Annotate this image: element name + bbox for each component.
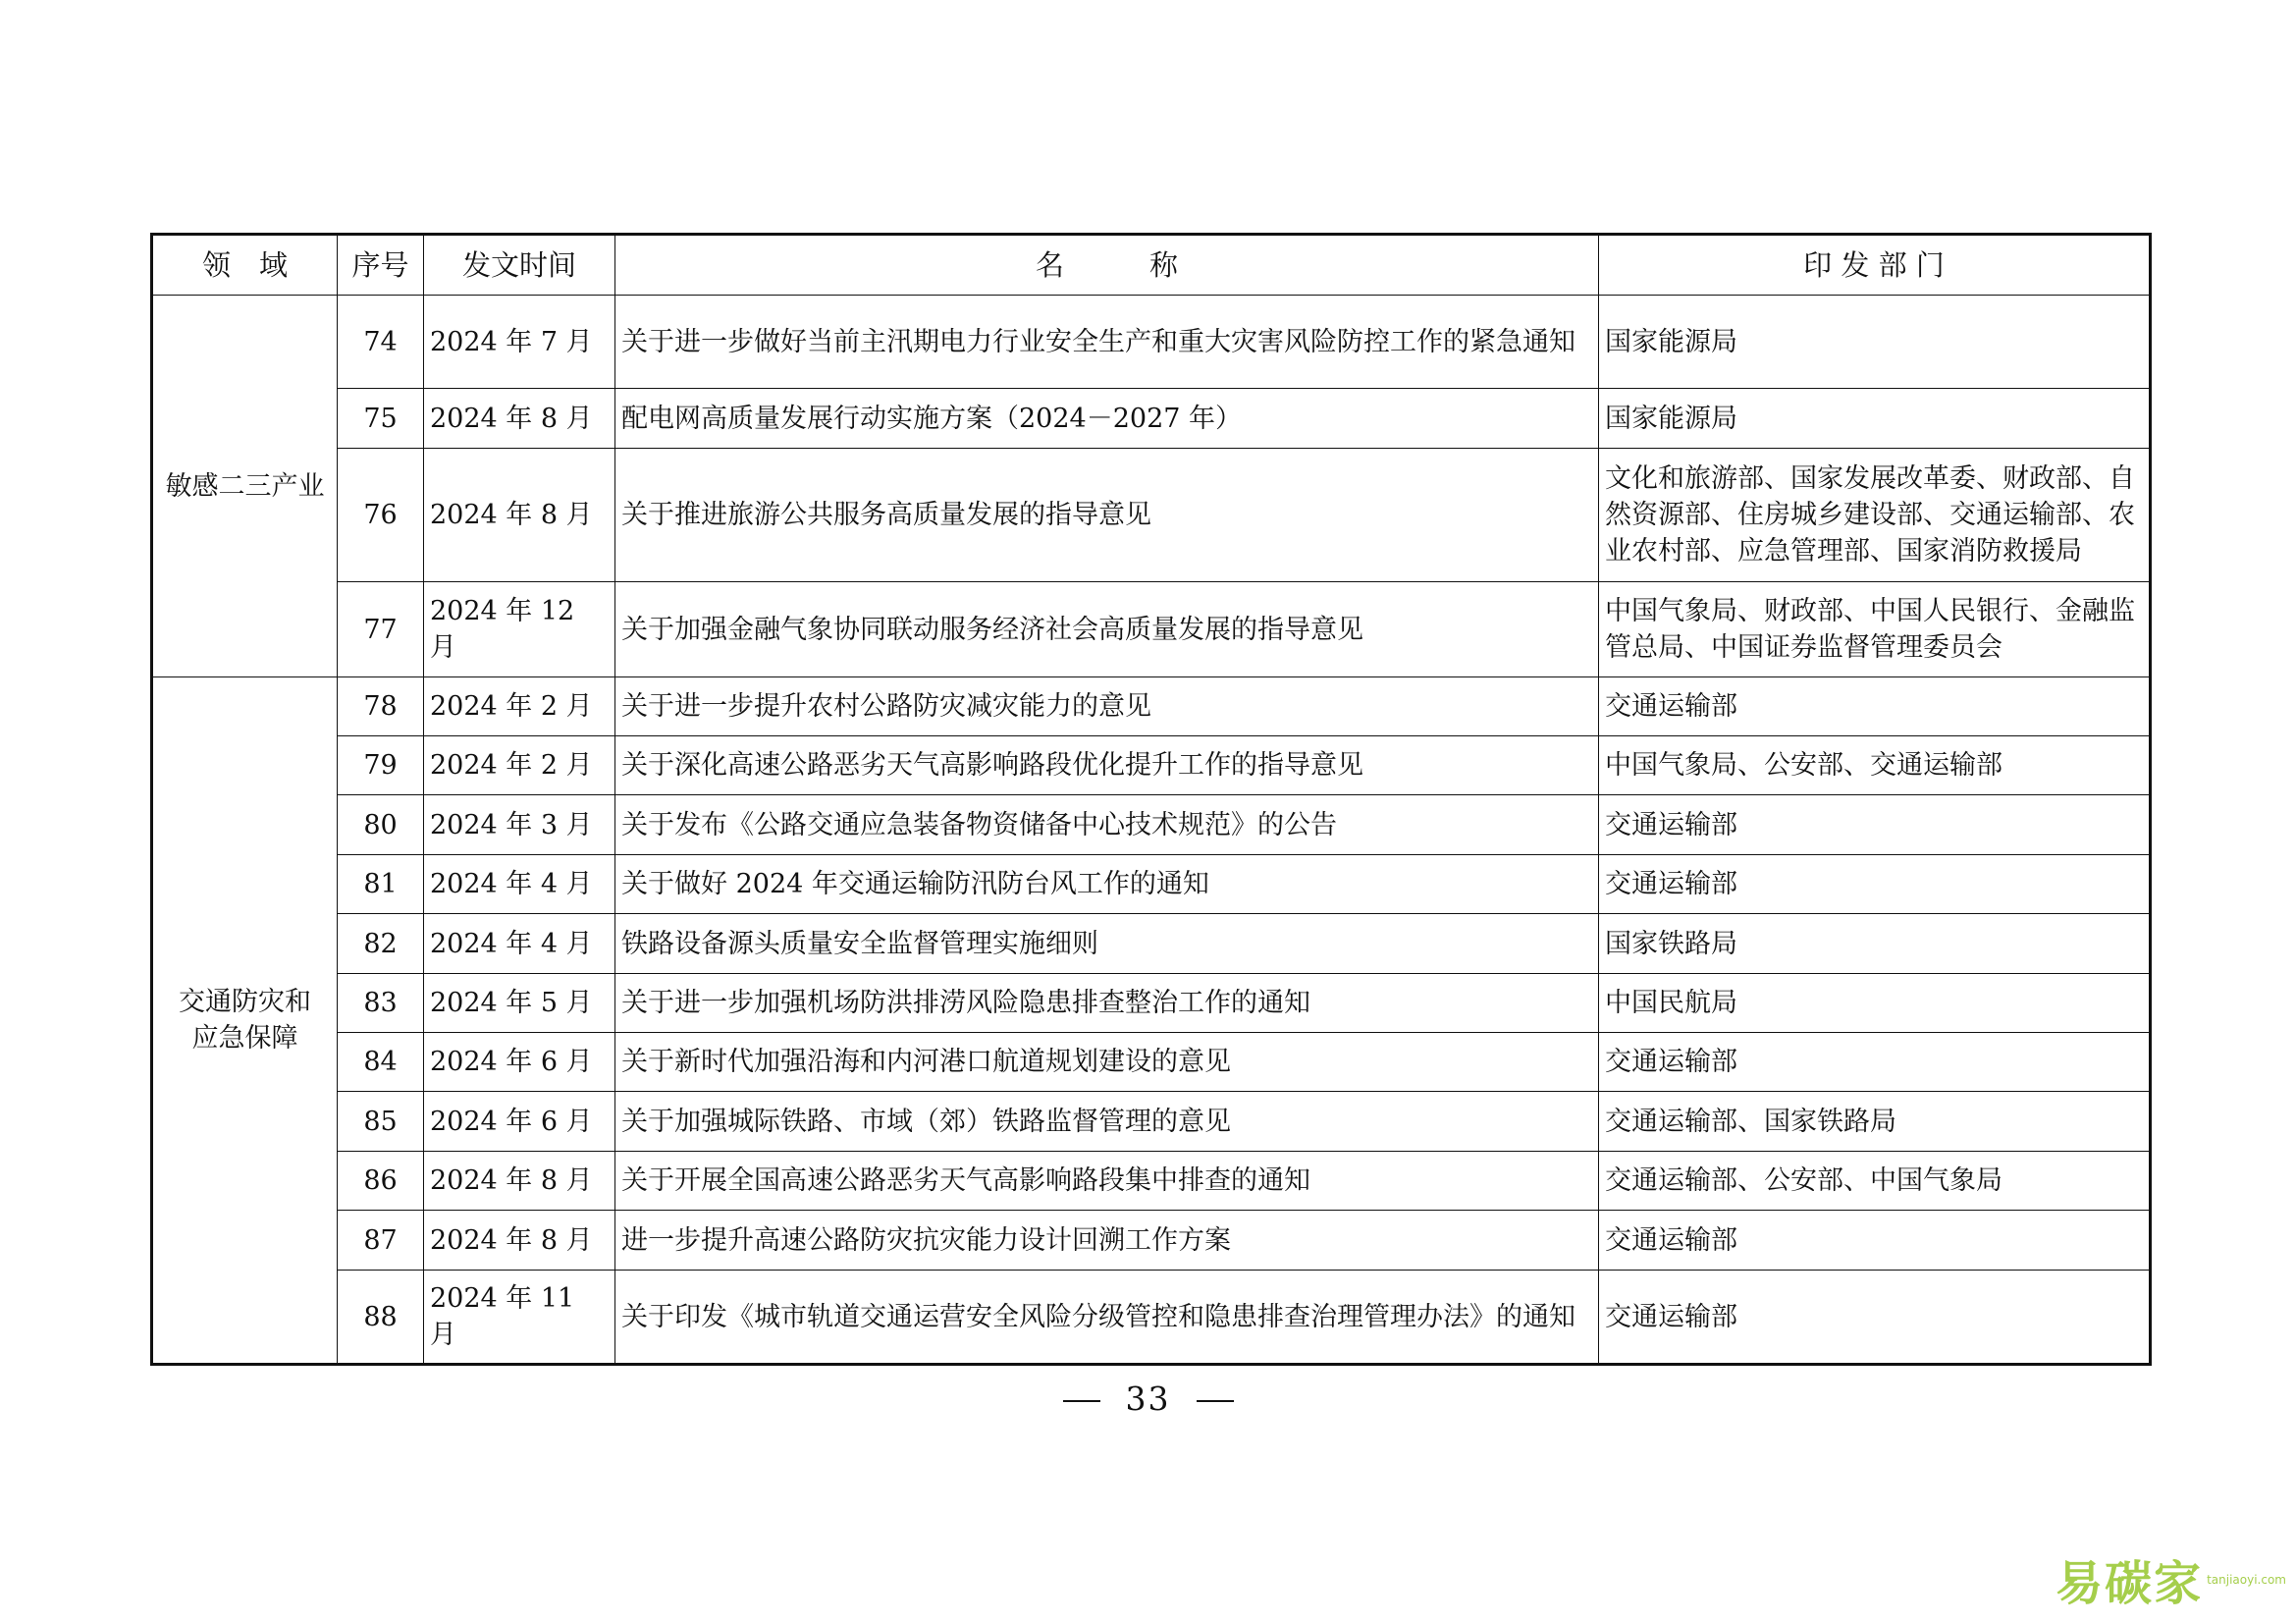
seq-cell: 86 xyxy=(338,1152,424,1211)
date-cell: 2024 年 8 月 xyxy=(424,449,615,582)
seq-cell: 76 xyxy=(338,449,424,582)
table-row xyxy=(152,582,2151,677)
date-cell: 2024 年 4 月 xyxy=(424,914,615,974)
name-cell: 关于加强金融气象协同联动服务经济社会高质量发展的指导意见 xyxy=(615,582,1599,677)
watermark-logo xyxy=(2056,1545,2286,1613)
name-cell: 关于进一步提升农村公路防灾减灾能力的意见 xyxy=(615,677,1599,736)
dept-cell: 国家铁路局 xyxy=(1599,914,2151,974)
watermark-sub: tanjiaoyi.com xyxy=(2207,1572,2286,1587)
seq-cell: 88 xyxy=(338,1271,424,1365)
table-header-row xyxy=(152,235,2151,296)
dept-cell: 交通运输部 xyxy=(1599,1211,2151,1271)
seq-cell: 79 xyxy=(338,736,424,795)
date-cell: 2024 年 4 月 xyxy=(424,855,615,914)
name-cell: 关于做好 2024 年交通运输防汛防台风工作的通知 xyxy=(615,855,1599,914)
date-cell: 2024 年 8 月 xyxy=(424,1152,615,1211)
dept-cell: 交通运输部、公安部、中国气象局 xyxy=(1599,1152,2151,1211)
seq-cell: 82 xyxy=(338,914,424,974)
table-body xyxy=(152,296,2151,1365)
date-cell: 2024 年 2 月 xyxy=(424,736,615,795)
table-row xyxy=(152,795,2151,855)
seq-cell: 75 xyxy=(338,389,424,449)
table-row xyxy=(152,914,2151,974)
name-cell: 关于推进旅游公共服务高质量发展的指导意见 xyxy=(615,449,1599,582)
name-cell: 进一步提升高速公路防灾抗灾能力设计回溯工作方案 xyxy=(615,1211,1599,1271)
table-row xyxy=(152,736,2151,795)
date-cell: 2024 年 7 月 xyxy=(424,296,615,389)
dept-cell: 交通运输部、国家铁路局 xyxy=(1599,1092,2151,1152)
date-cell: 2024 年 5 月 xyxy=(424,974,615,1033)
dept-cell: 中国气象局、公安部、交通运输部 xyxy=(1599,736,2151,795)
table-row xyxy=(152,449,2151,582)
table-row xyxy=(152,1092,2151,1152)
date-cell: 2024 年 6 月 xyxy=(424,1033,615,1092)
table-row xyxy=(152,677,2151,736)
date-cell: 2024 年 11 月 xyxy=(424,1271,615,1365)
dept-cell: 交通运输部 xyxy=(1599,1033,2151,1092)
dept-cell: 交通运输部 xyxy=(1599,795,2151,855)
name-cell: 关于发布《公路交通应急装备物资储备中心技术规范》的公告 xyxy=(615,795,1599,855)
footer-dash-left xyxy=(1063,1400,1100,1402)
header-date: 发文时间 xyxy=(424,235,615,296)
dept-cell: 国家能源局 xyxy=(1599,296,2151,389)
seq-cell: 84 xyxy=(338,1033,424,1092)
name-cell: 关于进一步加强机场防洪排涝风险隐患排查整治工作的通知 xyxy=(615,974,1599,1033)
name-cell: 关于加强城际铁路、市域（郊）铁路监督管理的意见 xyxy=(615,1092,1599,1152)
table-row xyxy=(152,1033,2151,1092)
seq-cell: 78 xyxy=(338,677,424,736)
name-cell: 铁路设备源头质量安全监督管理实施细则 xyxy=(615,914,1599,974)
name-cell: 关于进一步做好当前主汛期电力行业安全生产和重大灾害风险防控工作的紧急通知 xyxy=(615,296,1599,389)
page-number: 33 xyxy=(1125,1380,1171,1418)
name-cell: 关于开展全国高速公路恶劣天气高影响路段集中排查的通知 xyxy=(615,1152,1599,1211)
date-cell: 2024 年 12 月 xyxy=(424,582,615,677)
header-domain: 领 域 xyxy=(152,235,338,296)
date-cell: 2024 年 8 月 xyxy=(424,1211,615,1271)
header-dept: 印 发 部 门 xyxy=(1599,235,2151,296)
dept-cell: 中国民航局 xyxy=(1599,974,2151,1033)
footer-dash-right xyxy=(1197,1400,1234,1402)
dept-cell: 国家能源局 xyxy=(1599,389,2151,449)
seq-cell: 83 xyxy=(338,974,424,1033)
table-row xyxy=(152,1211,2151,1271)
name-cell: 关于新时代加强沿海和内河港口航道规划建设的意见 xyxy=(615,1033,1599,1092)
seq-cell: 85 xyxy=(338,1092,424,1152)
table-row xyxy=(152,1152,2151,1211)
watermark-text: 易碳家 xyxy=(2056,1556,2204,1611)
dept-cell: 交通运输部 xyxy=(1599,677,2151,736)
date-cell: 2024 年 8 月 xyxy=(424,389,615,449)
table-row xyxy=(152,855,2151,914)
dept-cell: 交通运输部 xyxy=(1599,1271,2151,1365)
name-cell: 关于印发《城市轨道交通运营安全风险分级管控和隐患排查治理管理办法》的通知 xyxy=(615,1271,1599,1365)
dept-cell: 交通运输部 xyxy=(1599,855,2151,914)
seq-cell: 87 xyxy=(338,1211,424,1271)
seq-cell: 77 xyxy=(338,582,424,677)
seq-cell: 80 xyxy=(338,795,424,855)
seq-cell: 81 xyxy=(338,855,424,914)
seq-cell: 74 xyxy=(338,296,424,389)
name-cell: 关于深化高速公路恶劣天气高影响路段优化提升工作的指导意见 xyxy=(615,736,1599,795)
table-row xyxy=(152,296,2151,389)
dept-cell: 中国气象局、财政部、中国人民银行、金融监管总局、中国证券监督管理委员会 xyxy=(1599,582,2151,677)
page-footer xyxy=(0,1380,2296,1418)
date-cell: 2024 年 6 月 xyxy=(424,1092,615,1152)
domain-cell: 敏感二三产业 xyxy=(152,296,338,677)
date-cell: 2024 年 3 月 xyxy=(424,795,615,855)
date-cell: 2024 年 2 月 xyxy=(424,677,615,736)
header-seq: 序号 xyxy=(338,235,424,296)
name-cell: 配电网高质量发展行动实施方案（2024－2027 年） xyxy=(615,389,1599,449)
domain-cell: 交通防灾和应急保障 xyxy=(152,677,338,1365)
table-row xyxy=(152,389,2151,449)
table-row xyxy=(152,1271,2151,1365)
dept-cell: 文化和旅游部、国家发展改革委、财政部、自然资源部、住房城乡建设部、交通运输部、农业农村部、应急管理部、国家消防救援局 xyxy=(1599,449,2151,582)
table-row xyxy=(152,974,2151,1033)
header-name: 名 称 xyxy=(615,235,1599,296)
document-table xyxy=(150,233,2152,1366)
